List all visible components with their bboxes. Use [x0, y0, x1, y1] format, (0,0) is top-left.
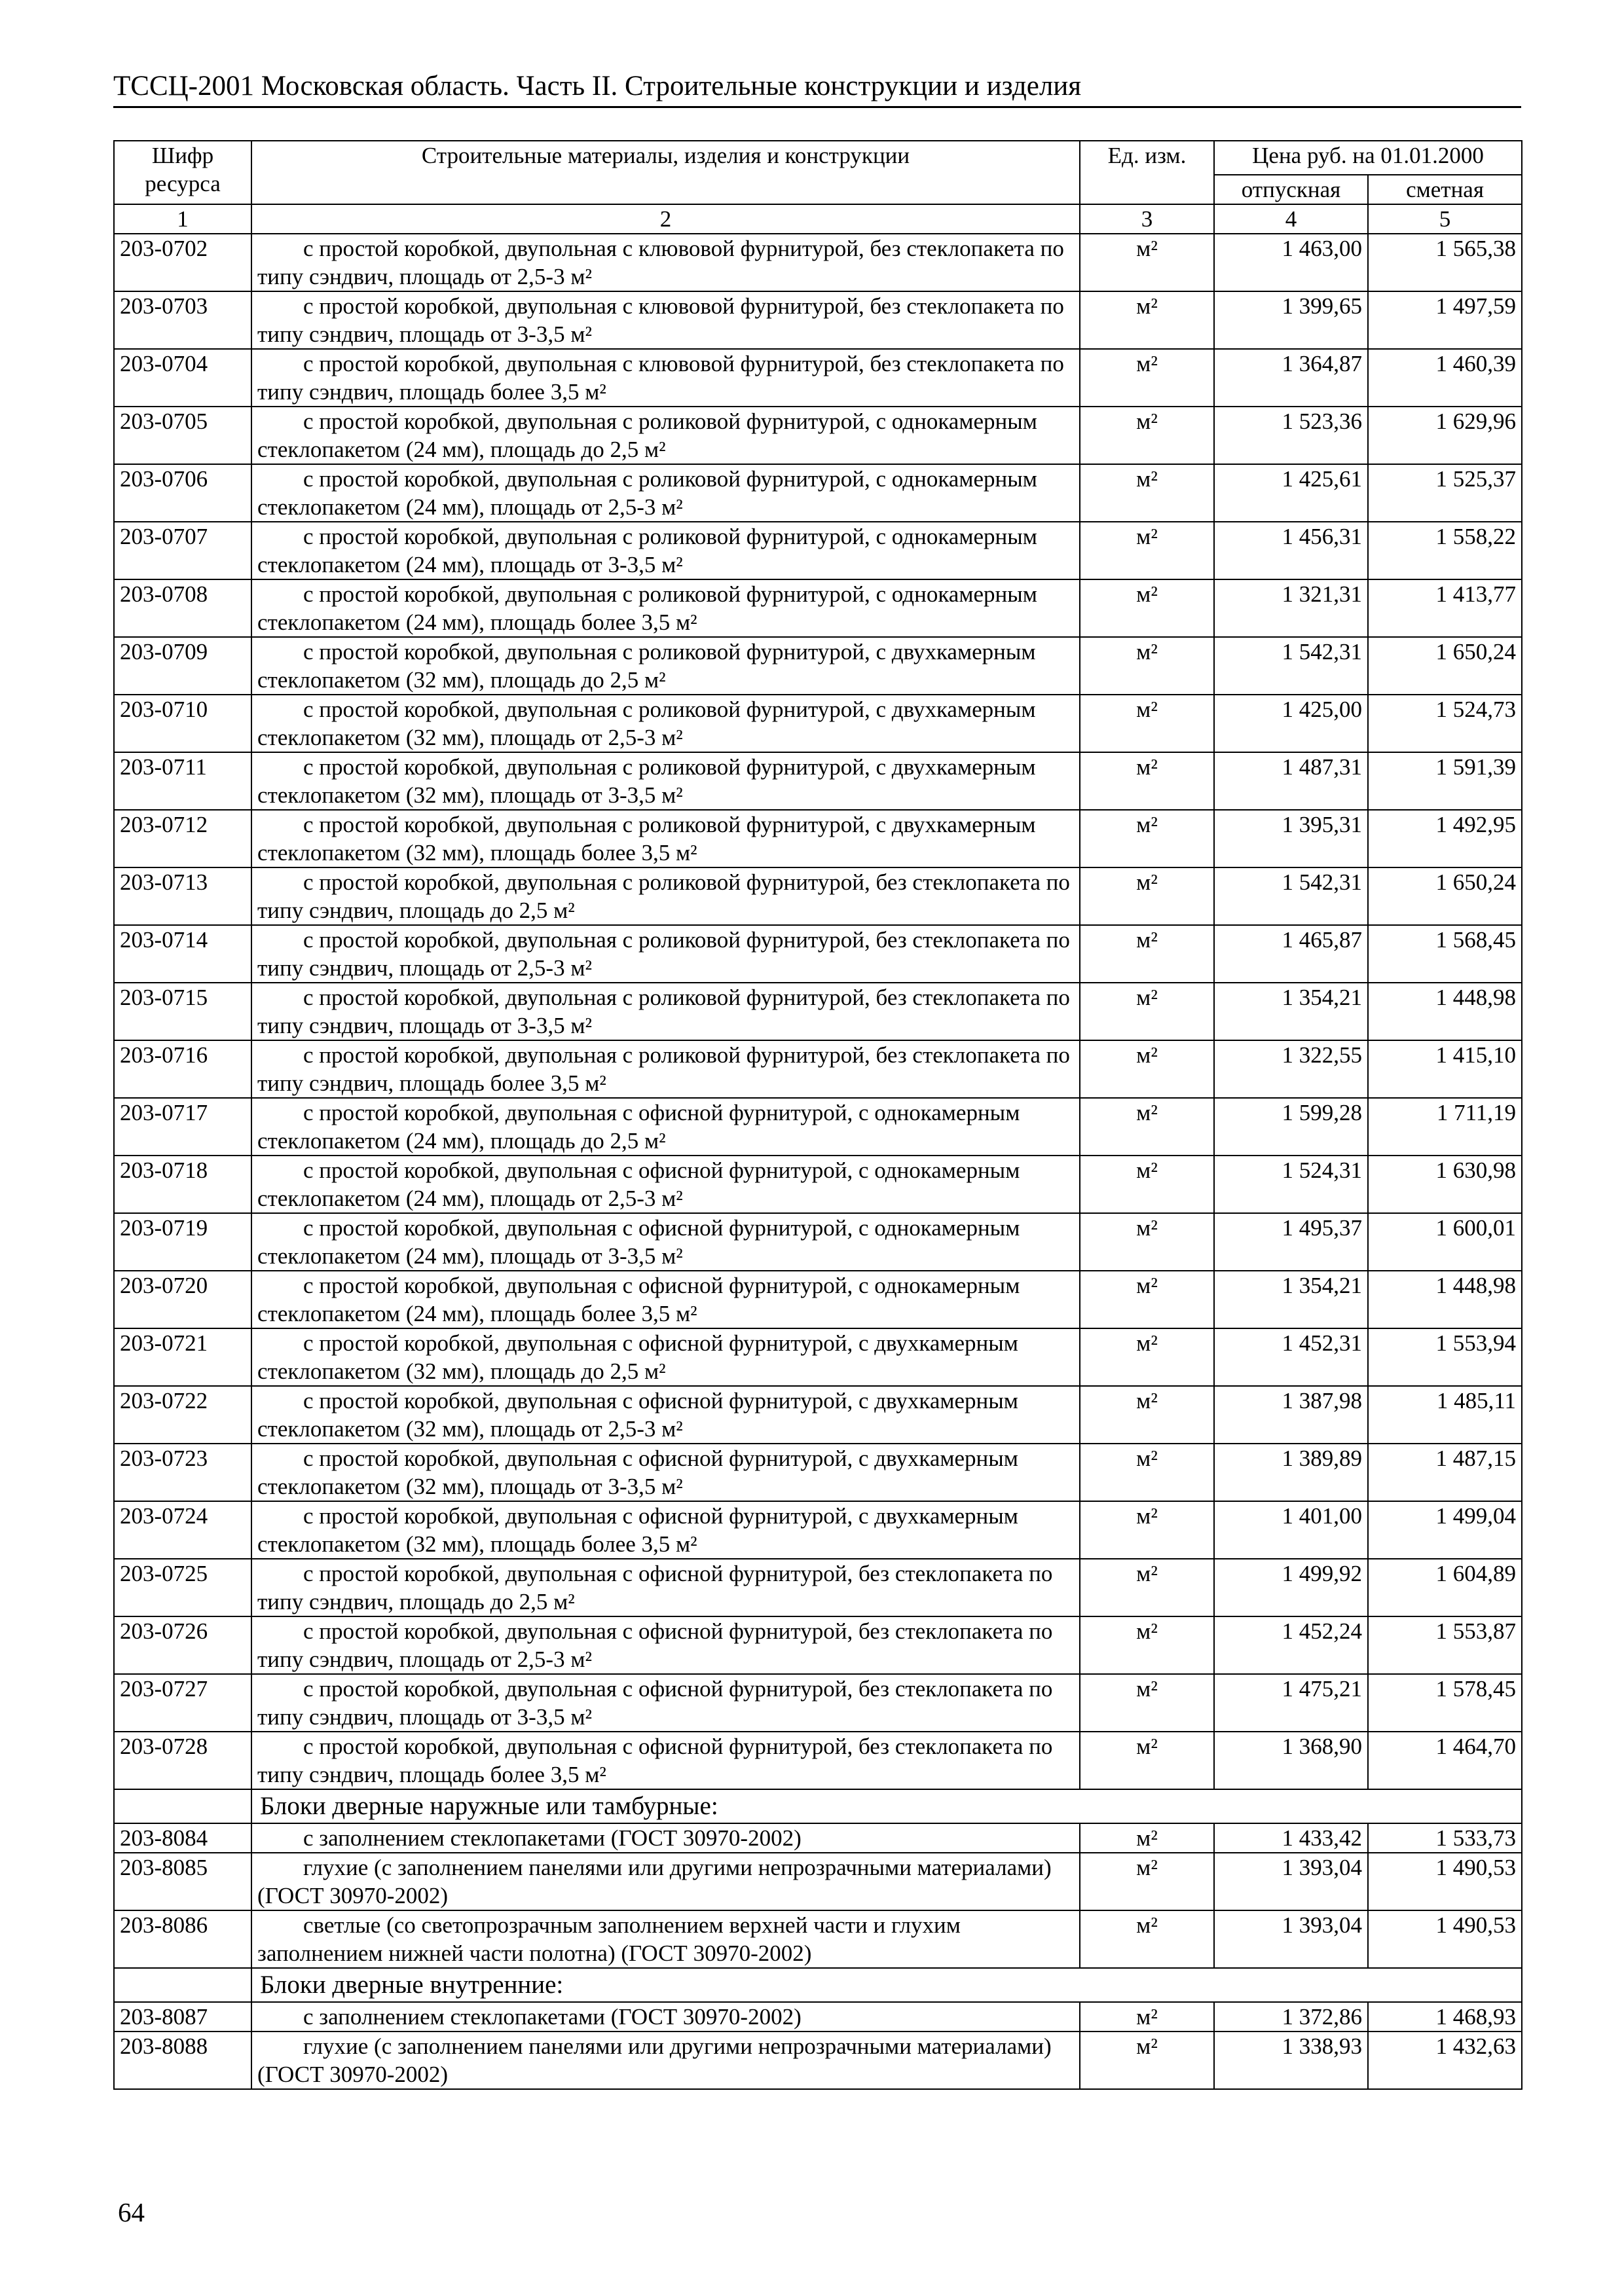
item-description-text: с простой коробкой, двупольная с роликовой фурнитурой, с однокамерным стеклопакетом (24 мм), площадь от 2,5-3 м²	[257, 466, 1037, 520]
resource-code: 203-0709	[114, 637, 251, 695]
item-description-text: с простой коробкой, двупольная с роликовой фурнитурой, с двухкамерным стеклопакетом (32 мм), площадь от 2,5-3 м²	[257, 697, 1036, 750]
estimate-price: 1 591,39	[1368, 752, 1522, 810]
release-price: 1 364,87	[1214, 349, 1368, 407]
section-title: Блоки дверные наружные или тамбурные:	[251, 1789, 1522, 1823]
item-description-text: с простой коробкой, двупольная с роликовой фурнитурой, с двухкамерным стеклопакетом (32 мм), площадь от 3-3,5 м²	[257, 754, 1036, 808]
table-row	[114, 1098, 1522, 1156]
release-price: 1 487,31	[1214, 752, 1368, 810]
resource-code: 203-0704	[114, 349, 251, 407]
item-description-text: с простой коробкой, двупольная с офисной фурнитурой, с двухкамерным стеклопакетом (32 мм), площадь более 3,5 м²	[257, 1503, 1018, 1557]
unit-of-measure: м²	[1080, 1328, 1214, 1386]
item-description	[251, 1098, 1080, 1156]
unit-of-measure: м²	[1080, 2002, 1214, 2032]
release-price: 1 475,21	[1214, 1674, 1368, 1732]
resource-code: 203-0725	[114, 1559, 251, 1616]
unit-of-measure: м²	[1080, 1444, 1214, 1501]
item-description	[251, 1910, 1080, 1968]
item-description-text: с заполнением стеклопакетами (ГОСТ 30970-2002)	[303, 2004, 802, 2030]
table-row	[114, 2032, 1522, 2089]
unit-of-measure: м²	[1080, 1156, 1214, 1213]
table-row	[114, 522, 1522, 579]
item-description	[251, 291, 1080, 349]
resource-code: 203-0721	[114, 1328, 251, 1386]
col-header-price-group: Цена руб. на 01.01.2000	[1214, 141, 1522, 175]
item-description-text: с простой коробкой, двупольная с офисной фурнитурой, с однокамерным стеклопакетом (24 мм), площадь от 2,5-3 м²	[257, 1157, 1020, 1211]
table-row	[114, 234, 1522, 291]
estimate-price: 1 558,22	[1368, 522, 1522, 579]
column-numbers-row	[114, 204, 1522, 234]
item-description-text: глухие (с заполнением панелями или другими непрозрачными материалами) (ГОСТ 30970-2002)	[257, 2033, 1052, 2087]
release-price: 1 401,00	[1214, 1501, 1368, 1559]
item-description-text: с простой коробкой, двупольная с роликовой фурнитурой, с однокамерным стеклопакетом (24 мм), площадь более 3,5 м²	[257, 581, 1037, 635]
section-code-cell	[114, 1968, 251, 2002]
table-row	[114, 1910, 1522, 1968]
estimate-price: 1 448,98	[1368, 1271, 1522, 1328]
item-description	[251, 1386, 1080, 1444]
estimate-price: 1 497,59	[1368, 291, 1522, 349]
estimate-price: 1 432,63	[1368, 2032, 1522, 2089]
resource-code: 203-8086	[114, 1910, 251, 1968]
estimate-price: 1 487,15	[1368, 1444, 1522, 1501]
resource-code: 203-0724	[114, 1501, 251, 1559]
resource-code: 203-8085	[114, 1853, 251, 1910]
table-row	[114, 983, 1522, 1040]
table-row	[114, 2002, 1522, 2032]
estimate-price: 1 525,37	[1368, 464, 1522, 522]
table-row	[114, 925, 1522, 983]
unit-of-measure: м²	[1080, 2032, 1214, 2089]
resource-code: 203-0705	[114, 407, 251, 464]
item-description	[251, 579, 1080, 637]
table-row	[114, 1732, 1522, 1789]
estimate-price: 1 630,98	[1368, 1156, 1522, 1213]
item-description	[251, 1823, 1080, 1853]
resource-code: 203-8087	[114, 2002, 251, 2032]
item-description-text: с простой коробкой, двупольная с роликовой фурнитурой, с однокамерным стеклопакетом (24 мм), площадь от 3-3,5 м²	[257, 524, 1037, 577]
resource-code: 203-8084	[114, 1823, 251, 1853]
unit-of-measure: м²	[1080, 234, 1214, 291]
item-description	[251, 407, 1080, 464]
resource-code: 203-0717	[114, 1098, 251, 1156]
table-row	[114, 695, 1522, 752]
table-row	[114, 407, 1522, 464]
release-price: 1 322,55	[1214, 1040, 1368, 1098]
item-description	[251, 1444, 1080, 1501]
table-row	[114, 1823, 1522, 1853]
release-price: 1 389,89	[1214, 1444, 1368, 1501]
col-header-name: Строительные материалы, изделия и конструкции	[251, 141, 1080, 204]
estimate-price: 1 578,45	[1368, 1674, 1522, 1732]
release-price: 1 395,31	[1214, 810, 1368, 867]
estimate-price: 1 448,98	[1368, 983, 1522, 1040]
release-price: 1 465,87	[1214, 925, 1368, 983]
item-description	[251, 1271, 1080, 1328]
unit-of-measure: м²	[1080, 1910, 1214, 1968]
unit-of-measure: м²	[1080, 1732, 1214, 1789]
table-row	[114, 1328, 1522, 1386]
item-description-text: с простой коробкой, двупольная с офисной фурнитурой, без стеклопакета по типу сэндвич, площадь от 3-3,5 м²	[257, 1676, 1053, 1730]
item-description	[251, 752, 1080, 810]
item-description-text: с простой коробкой, двупольная с роликовой фурнитурой, с двухкамерным стеклопакетом (32 мм), площадь до 2,5 м²	[257, 639, 1036, 693]
column-number: 4	[1214, 204, 1368, 234]
estimate-price: 1 604,89	[1368, 1559, 1522, 1616]
item-description	[251, 464, 1080, 522]
item-description-text: с простой коробкой, двупольная с клювовой фурнитурой, без стеклопакета по типу сэндвич, площадь от 2,5-3 м²	[257, 236, 1064, 289]
resource-code: 203-0706	[114, 464, 251, 522]
estimate-price: 1 490,53	[1368, 1910, 1522, 1968]
item-description-text: с простой коробкой, двупольная с офисной фурнитурой, с однокамерным стеклопакетом (24 мм), площадь более 3,5 м²	[257, 1273, 1020, 1326]
unit-of-measure: м²	[1080, 291, 1214, 349]
estimate-price: 1 565,38	[1368, 234, 1522, 291]
resource-code: 203-0702	[114, 234, 251, 291]
unit-of-measure: м²	[1080, 522, 1214, 579]
unit-of-measure: м²	[1080, 1098, 1214, 1156]
table-row	[114, 1616, 1522, 1674]
column-number: 3	[1080, 204, 1214, 234]
resource-code: 203-0711	[114, 752, 251, 810]
section-title: Блоки дверные внутренние:	[251, 1968, 1522, 2002]
estimate-price: 1 533,73	[1368, 1823, 1522, 1853]
release-price: 1 452,24	[1214, 1616, 1368, 1674]
item-description-text: с простой коробкой, двупольная с роликовой фурнитурой, без стеклопакета по типу сэндвич, площадь от 2,5-3 м²	[257, 927, 1070, 981]
resource-code: 203-0716	[114, 1040, 251, 1098]
release-price: 1 542,31	[1214, 867, 1368, 925]
unit-of-measure: м²	[1080, 867, 1214, 925]
price-table	[113, 140, 1522, 2090]
resource-code: 203-0714	[114, 925, 251, 983]
table-row	[114, 1444, 1522, 1501]
estimate-price: 1 415,10	[1368, 1040, 1522, 1098]
item-description	[251, 867, 1080, 925]
table-row	[114, 464, 1522, 522]
unit-of-measure: м²	[1080, 695, 1214, 752]
release-price: 1 456,31	[1214, 522, 1368, 579]
resource-code: 203-0713	[114, 867, 251, 925]
running-header: ТССЦ-2001 Московская область. Часть II. Строительные конструкции и изделия	[113, 68, 1521, 108]
page-number: 64	[118, 2197, 145, 2227]
item-description	[251, 983, 1080, 1040]
col-header-unit: Ед. изм.	[1080, 141, 1214, 204]
estimate-price: 1 553,94	[1368, 1328, 1522, 1386]
item-description	[251, 1501, 1080, 1559]
column-number: 1	[114, 204, 251, 234]
release-price: 1 523,36	[1214, 407, 1368, 464]
table-row	[114, 637, 1522, 695]
col-header-release: отпускная	[1214, 175, 1368, 204]
estimate-price: 1 464,70	[1368, 1732, 1522, 1789]
resource-code: 203-0719	[114, 1213, 251, 1271]
item-description	[251, 349, 1080, 407]
section-code-cell	[114, 1789, 251, 1823]
table-row	[114, 1156, 1522, 1213]
table-row	[114, 1559, 1522, 1616]
section-header-row	[114, 1789, 1522, 1823]
unit-of-measure: м²	[1080, 810, 1214, 867]
release-price: 1 425,00	[1214, 695, 1368, 752]
item-description	[251, 637, 1080, 695]
unit-of-measure: м²	[1080, 752, 1214, 810]
unit-of-measure: м²	[1080, 637, 1214, 695]
unit-of-measure: м²	[1080, 1386, 1214, 1444]
estimate-price: 1 413,77	[1368, 579, 1522, 637]
item-description	[251, 1853, 1080, 1910]
item-description	[251, 1732, 1080, 1789]
item-description	[251, 522, 1080, 579]
item-description-text: с простой коробкой, двупольная с роликовой фурнитурой, с однокамерным стеклопакетом (24 мм), площадь до 2,5 м²	[257, 409, 1037, 462]
unit-of-measure: м²	[1080, 464, 1214, 522]
item-description-text: с заполнением стеклопакетами (ГОСТ 30970-2002)	[303, 1825, 802, 1851]
item-description-text: с простой коробкой, двупольная с роликовой фурнитурой, без стеклопакета по типу сэндвич, площадь от 3-3,5 м²	[257, 985, 1070, 1038]
item-description	[251, 1156, 1080, 1213]
item-description-text: с простой коробкой, двупольная с офисной фурнитурой, с однокамерным стеклопакетом (24 мм), площадь от 3-3,5 м²	[257, 1215, 1020, 1269]
item-description-text: с простой коробкой, двупольная с клювовой фурнитурой, без стеклопакета по типу сэндвич, площадь от 3-3,5 м²	[257, 293, 1064, 347]
resource-code: 203-0720	[114, 1271, 251, 1328]
item-description-text: с простой коробкой, двупольная с офисной фурнитурой, без стеклопакета по типу сэндвич, площадь более 3,5 м²	[257, 1734, 1053, 1787]
estimate-price: 1 600,01	[1368, 1213, 1522, 1271]
unit-of-measure: м²	[1080, 1559, 1214, 1616]
estimate-price: 1 485,11	[1368, 1386, 1522, 1444]
resource-code: 203-0727	[114, 1674, 251, 1732]
item-description	[251, 1559, 1080, 1616]
item-description	[251, 1674, 1080, 1732]
estimate-price: 1 629,96	[1368, 407, 1522, 464]
item-description-text: с простой коробкой, двупольная с офисной фурнитурой, с однокамерным стеклопакетом (24 мм), площадь до 2,5 м²	[257, 1100, 1020, 1154]
release-price: 1 354,21	[1214, 1271, 1368, 1328]
unit-of-measure: м²	[1080, 1616, 1214, 1674]
table-row	[114, 1674, 1522, 1732]
unit-of-measure: м²	[1080, 579, 1214, 637]
table-row	[114, 1853, 1522, 1910]
column-number: 2	[251, 204, 1080, 234]
item-description-text: с простой коробкой, двупольная с офисной фурнитурой, с двухкамерным стеклопакетом (32 мм), площадь от 3-3,5 м²	[257, 1446, 1018, 1499]
estimate-price: 1 650,24	[1368, 637, 1522, 695]
estimate-price: 1 492,95	[1368, 810, 1522, 867]
item-description-text: с простой коробкой, двупольная с роликовой фурнитурой, без стеклопакета по типу сэндвич, площадь более 3,5 м²	[257, 1042, 1070, 1096]
release-price: 1 433,42	[1214, 1823, 1368, 1853]
unit-of-measure: м²	[1080, 1501, 1214, 1559]
resource-code: 203-0712	[114, 810, 251, 867]
unit-of-measure: м²	[1080, 1213, 1214, 1271]
resource-code: 203-0722	[114, 1386, 251, 1444]
table-row	[114, 349, 1522, 407]
item-description-text: глухие (с заполнением панелями или другими непрозрачными материалами) (ГОСТ 30970-2002)	[257, 1855, 1052, 1908]
estimate-price: 1 468,93	[1368, 2002, 1522, 2032]
item-description-text: с простой коробкой, двупольная с офисной фурнитурой, без стеклопакета по типу сэндвич, площадь до 2,5 м²	[257, 1561, 1053, 1614]
item-description	[251, 810, 1080, 867]
estimate-price: 1 711,19	[1368, 1098, 1522, 1156]
estimate-price: 1 524,73	[1368, 695, 1522, 752]
unit-of-measure: м²	[1080, 925, 1214, 983]
item-description	[251, 695, 1080, 752]
item-description	[251, 1040, 1080, 1098]
unit-of-measure: м²	[1080, 349, 1214, 407]
item-description	[251, 1328, 1080, 1386]
resource-code: 203-0707	[114, 522, 251, 579]
item-description-text: с простой коробкой, двупольная с роликовой фурнитурой, без стеклопакета по типу сэндвич, площадь до 2,5 м²	[257, 869, 1070, 923]
table-row	[114, 867, 1522, 925]
release-price: 1 425,61	[1214, 464, 1368, 522]
table-row	[114, 1501, 1522, 1559]
item-description	[251, 1616, 1080, 1674]
unit-of-measure: м²	[1080, 407, 1214, 464]
table-body	[114, 234, 1522, 2089]
release-price: 1 354,21	[1214, 983, 1368, 1040]
item-description	[251, 925, 1080, 983]
col-header-estimate: сметная	[1368, 175, 1522, 204]
table-row	[114, 1271, 1522, 1328]
unit-of-measure: м²	[1080, 1674, 1214, 1732]
column-number: 5	[1368, 204, 1522, 234]
release-price: 1 387,98	[1214, 1386, 1368, 1444]
estimate-price: 1 650,24	[1368, 867, 1522, 925]
item-description-text: светлые (со светопрозрачным заполнением верхней части и глухим заполнением нижней части полотна) (ГОСТ 30970-2002)	[257, 1912, 961, 1966]
item-description-text: с простой коробкой, двупольная с клювовой фурнитурой, без стеклопакета по типу сэндвич, площадь более 3,5 м²	[257, 351, 1064, 405]
resource-code: 203-0710	[114, 695, 251, 752]
release-price: 1 338,93	[1214, 2032, 1368, 2089]
unit-of-measure: м²	[1080, 1271, 1214, 1328]
item-description	[251, 2002, 1080, 2032]
release-price: 1 372,86	[1214, 2002, 1368, 2032]
resource-code: 203-0715	[114, 983, 251, 1040]
item-description-text: с простой коробкой, двупольная с офисной фурнитурой, с двухкамерным стеклопакетом (32 мм), площадь от 2,5-3 м²	[257, 1388, 1018, 1442]
item-description-text: с простой коробкой, двупольная с роликовой фурнитурой, с двухкамерным стеклопакетом (32 мм), площадь более 3,5 м²	[257, 812, 1036, 866]
release-price: 1 463,00	[1214, 234, 1368, 291]
section-header-row	[114, 1968, 1522, 2002]
resource-code: 203-0718	[114, 1156, 251, 1213]
release-price: 1 524,31	[1214, 1156, 1368, 1213]
release-price: 1 452,31	[1214, 1328, 1368, 1386]
estimate-price: 1 460,39	[1368, 349, 1522, 407]
col-header-code: Шифр ресурса	[114, 141, 251, 204]
resource-code: 203-0703	[114, 291, 251, 349]
release-price: 1 393,04	[1214, 1853, 1368, 1910]
table-header-row	[114, 141, 1522, 175]
release-price: 1 321,31	[1214, 579, 1368, 637]
resource-code: 203-0708	[114, 579, 251, 637]
table-row	[114, 1386, 1522, 1444]
estimate-price: 1 568,45	[1368, 925, 1522, 983]
release-price: 1 542,31	[1214, 637, 1368, 695]
unit-of-measure: м²	[1080, 983, 1214, 1040]
unit-of-measure: м²	[1080, 1853, 1214, 1910]
resource-code: 203-8088	[114, 2032, 251, 2089]
resource-code: 203-0728	[114, 1732, 251, 1789]
release-price: 1 599,28	[1214, 1098, 1368, 1156]
release-price: 1 393,04	[1214, 1910, 1368, 1968]
item-description	[251, 2032, 1080, 2089]
table-row	[114, 810, 1522, 867]
resource-code: 203-0726	[114, 1616, 251, 1674]
estimate-price: 1 553,87	[1368, 1616, 1522, 1674]
table-row	[114, 752, 1522, 810]
estimate-price: 1 490,53	[1368, 1853, 1522, 1910]
table-row	[114, 291, 1522, 349]
item-description-text: с простой коробкой, двупольная с офисной фурнитурой, с двухкамерным стеклопакетом (32 мм), площадь до 2,5 м²	[257, 1330, 1018, 1384]
release-price: 1 368,90	[1214, 1732, 1368, 1789]
release-price: 1 495,37	[1214, 1213, 1368, 1271]
table-row	[114, 1040, 1522, 1098]
resource-code: 203-0723	[114, 1444, 251, 1501]
release-price: 1 499,92	[1214, 1559, 1368, 1616]
table-row	[114, 1213, 1522, 1271]
unit-of-measure: м²	[1080, 1040, 1214, 1098]
item-description	[251, 234, 1080, 291]
release-price: 1 399,65	[1214, 291, 1368, 349]
estimate-price: 1 499,04	[1368, 1501, 1522, 1559]
item-description	[251, 1213, 1080, 1271]
item-description-text: с простой коробкой, двупольная с офисной фурнитурой, без стеклопакета по типу сэндвич, площадь от 2,5-3 м²	[257, 1618, 1053, 1672]
unit-of-measure: м²	[1080, 1823, 1214, 1853]
table-row	[114, 579, 1522, 637]
